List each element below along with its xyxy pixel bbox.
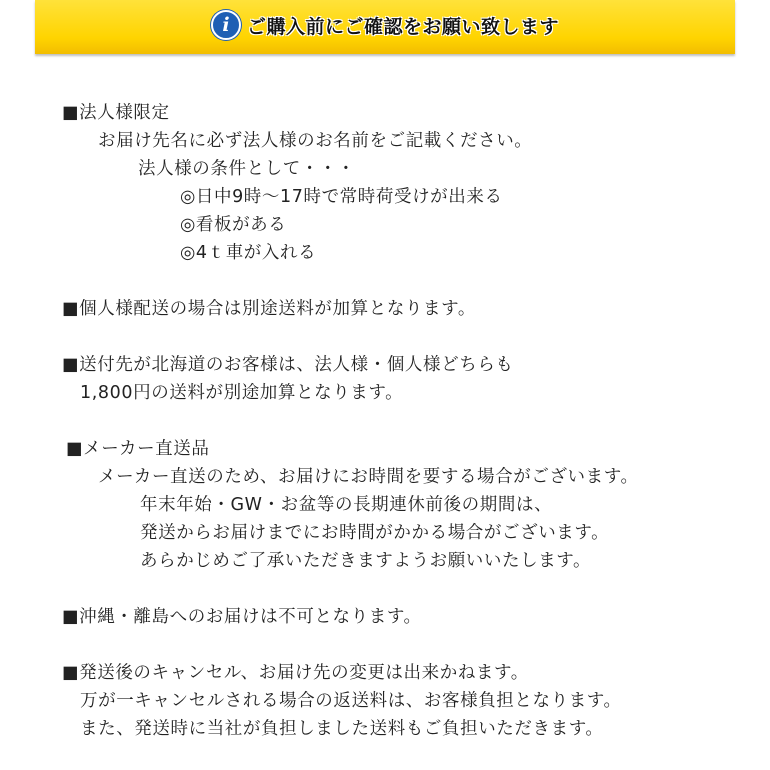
maker-heading: ■メーカー直送品	[66, 439, 210, 459]
maker-line-2: 年末年始・GW・お盆等の長期連休前後の期間は、	[140, 495, 553, 515]
hokkaido-line-1: 1,800円の送料が別途加算となります。	[80, 383, 404, 403]
cancel-heading: ■発送後のキャンセル、お届け先の変更は出来かねます。	[62, 663, 529, 683]
maker-line-3: 発送からお届けまでにお時間がかかる場合がございます。	[140, 523, 610, 543]
individual-heading: ■個人様配送の場合は別途送料が加算となります。	[62, 299, 476, 319]
banner-title: ご購入前にご確認をお願い致します	[246, 15, 559, 38]
okinawa-heading: ■沖縄・離島へのお届けは不可となります。	[62, 607, 422, 627]
banner-content	[211, 10, 559, 40]
cancel-line-1: 万が一キャンセルされる場合の返送料は、お客様負担となります。	[80, 691, 622, 711]
info-icon: i	[211, 10, 241, 40]
corporate-condition-3: ◎4ｔ車が入れる	[180, 243, 317, 263]
notice-banner	[35, 0, 735, 54]
corporate-condition-2: ◎看板がある	[180, 215, 287, 235]
maker-line-1: メーカー直送のため、お届けにお時間を要する場合がございます。	[98, 467, 639, 487]
corporate-heading: ■法人様限定	[62, 103, 170, 123]
corporate-line-2: 法人様の条件として・・・	[138, 159, 356, 179]
corporate-condition-1: ◎日中9時～17時で常時荷受けが出来る	[180, 187, 503, 207]
corporate-line-1: お届け先名に必ず法人様のお名前をご記載ください。	[98, 131, 533, 151]
cancel-line-2: また、発送時に当社が負担しました送料もご負担いただきます。	[80, 719, 604, 739]
hokkaido-heading: ■送付先が北海道のお客様は、法人様・個人様どちらも	[62, 355, 514, 375]
maker-line-4: あらかじめご了承いただきますようお願いいたします。	[140, 551, 592, 571]
